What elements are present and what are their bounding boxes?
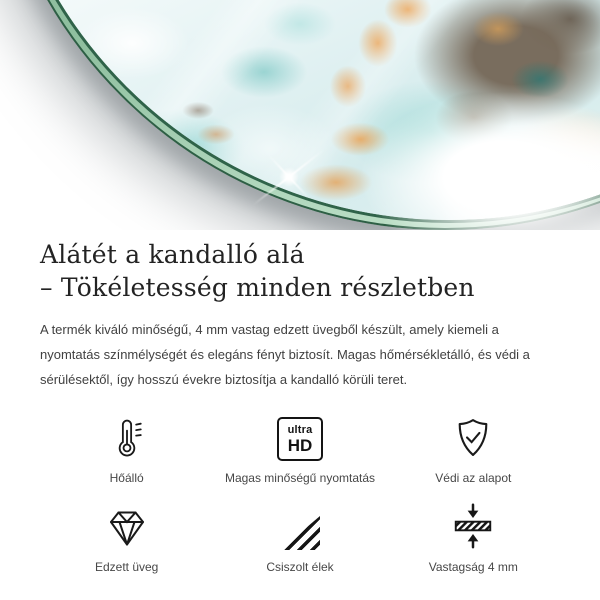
product-image [0, 0, 600, 230]
feature-heat-resistant [40, 413, 213, 485]
feature-label: Edzett üveg [94, 560, 159, 574]
beveled-edge-icon [280, 502, 320, 550]
page-title [40, 238, 560, 304]
page-title-line1: Alátét a kandalló alá [40, 240, 305, 269]
diamond-icon [103, 502, 151, 550]
thermometer-icon [105, 413, 149, 461]
product-description: A termék kiváló minőségű, 4 mm vastag edzett üvegből készült, amely kiemeli a nyomtatás színmélységét és elegáns fényt biztosít. Magas hőmérsékletálló, és védi a sérülésektől, így hosszú évekre biztosítja a kandalló körüli teret. [40, 322, 530, 387]
page-title-line2: – Tökéletesség minden részletben [40, 273, 475, 302]
feature-label: Hőálló [109, 471, 144, 485]
sparkle-glow [279, 167, 299, 187]
shield-check-icon [451, 413, 495, 461]
feature-label: Csiszolt élek [266, 560, 334, 574]
feature-thickness [387, 502, 560, 574]
ultra-hd-text-top: ultra [287, 423, 313, 436]
feature-tempered-glass [40, 502, 213, 574]
feature-label: Védi az alapot [435, 471, 512, 485]
light-fade-overlay [360, 92, 600, 230]
product-info-section [0, 230, 600, 574]
ultra-hd-icon [277, 413, 323, 461]
feature-protects-base [387, 413, 560, 485]
feature-label: Magas minőségű nyomtatás [224, 471, 376, 485]
features-grid [40, 413, 560, 574]
feature-label: Vastagság 4 mm [428, 560, 518, 574]
feature-polished-edges [213, 502, 386, 574]
ultra-hd-text-bottom: HD [287, 435, 313, 455]
thickness-compress-icon [450, 502, 496, 550]
feature-print-quality [213, 413, 386, 485]
